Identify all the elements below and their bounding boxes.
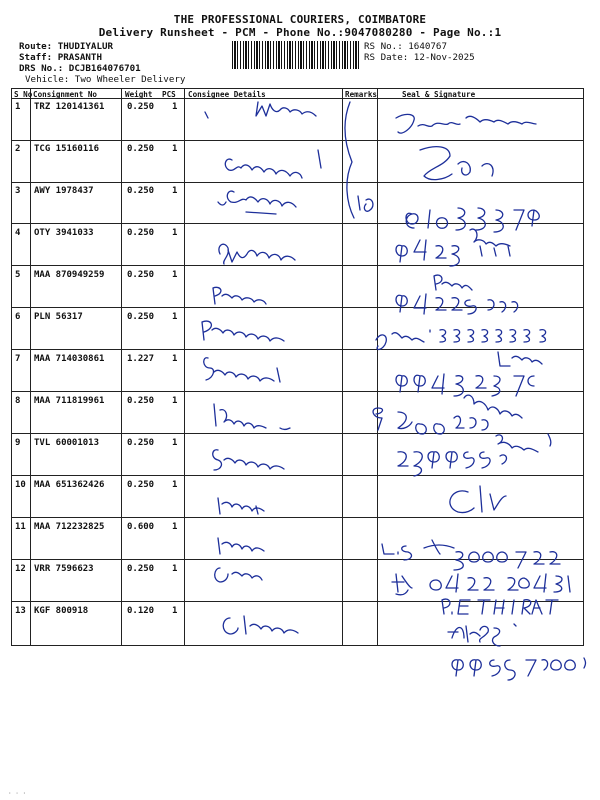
row-pcs: 1: [172, 438, 178, 448]
header-pcs: PCS: [162, 90, 176, 99]
row-sno: 5: [15, 270, 21, 280]
rs-number: RS No.: 1640767: [364, 41, 447, 52]
header-sno: S No: [14, 90, 33, 99]
row-sno: 9: [15, 438, 21, 448]
row-pcs: 1: [172, 186, 178, 196]
row-weight: 0.250: [127, 102, 155, 112]
row-consignment-no: MAA 711819961: [34, 396, 105, 406]
row-weight: 0.250: [127, 396, 155, 406]
row-sno: 7: [15, 354, 21, 364]
drs-number: DRS No.: DCJB164076701: [19, 63, 141, 74]
row-weight: 0.250: [127, 564, 155, 574]
row-consignment-no: KGF 800918: [34, 606, 89, 616]
route-label: Route: THUDIYALUR: [19, 41, 114, 52]
row-consignment-no: TRZ 120141361: [34, 102, 105, 112]
row-consignment-no: TVL 60001013: [34, 438, 100, 448]
row-sno: 3: [15, 186, 21, 196]
row-sno: 8: [15, 396, 21, 406]
row-consignment-no: MAA 712232825: [34, 522, 105, 532]
remarks-bracket: [345, 102, 373, 218]
row-sno: 12: [15, 564, 26, 574]
row-pcs: 1: [172, 270, 178, 280]
row-consignment-no: TCG 15160116: [34, 144, 100, 154]
row-pcs: 1: [172, 396, 178, 406]
scan-footmark: · · ·: [8, 790, 27, 797]
vehicle-label: Vehicle: Two Wheeler Delivery: [25, 74, 186, 85]
row-weight: 0.250: [127, 438, 155, 448]
row-weight: 1.227: [127, 354, 155, 364]
row-weight: 0.250: [127, 228, 155, 238]
row-weight: 0.250: [127, 480, 155, 490]
row-consignment-no: VRR 7596623: [34, 564, 94, 574]
header-remarks: Remarks: [345, 90, 378, 99]
row-consignment-no: MAA 714030861: [34, 354, 105, 364]
header-consignee: Consignee Details: [188, 90, 266, 99]
row-pcs: 1: [172, 480, 178, 490]
staff-label: Staff: PRASANTH: [19, 52, 102, 63]
row-sno: 6: [15, 312, 21, 322]
row-weight: 0.250: [127, 144, 155, 154]
row-consignment-no: AWY 1978437: [34, 186, 94, 196]
row-sno: 11: [15, 522, 26, 532]
row-sno: 10: [15, 480, 26, 490]
row-weight: 0.250: [127, 312, 155, 322]
header-weight: Weight: [125, 90, 153, 99]
row-pcs: 1: [172, 144, 178, 154]
row-weight: 0.600: [127, 522, 155, 532]
row-pcs: 1: [172, 102, 178, 112]
header-consignment: Consignment No: [33, 90, 98, 99]
row-pcs: 1: [172, 228, 178, 238]
row-weight: 0.250: [127, 270, 155, 280]
row-weight: 0.250: [127, 186, 155, 196]
row-pcs: 1: [172, 312, 178, 322]
row-sno: 1: [15, 102, 21, 112]
signature-handwriting: [373, 114, 585, 680]
row-consignment-no: MAA 870949259: [34, 270, 105, 280]
row-weight: 0.120: [127, 606, 155, 616]
sheet-title: Delivery Runsheet - PCM - Phone No.:9047080280 - Page No.:1: [98, 26, 502, 39]
consignee-handwriting: [202, 102, 321, 634]
row-consignment-no: MAA 651362426: [34, 480, 105, 490]
header-signature: Seal & Signature: [402, 90, 476, 99]
row-pcs: 1: [172, 522, 178, 532]
row-consignment-no: OTY 3941033: [34, 228, 94, 238]
row-sno: 4: [15, 228, 21, 238]
rs-date: RS Date: 12-Nov-2025: [364, 52, 475, 63]
row-consignment-no: PLN 56317: [34, 312, 83, 322]
row-pcs: 1: [172, 606, 178, 616]
row-sno: 2: [15, 144, 21, 154]
row-pcs: 1: [172, 354, 178, 364]
row-sno: 13: [15, 606, 26, 616]
company-title: THE PROFESSIONAL COURIERS, COIMBATORE: [173, 13, 427, 26]
row-pcs: 1: [172, 564, 178, 574]
